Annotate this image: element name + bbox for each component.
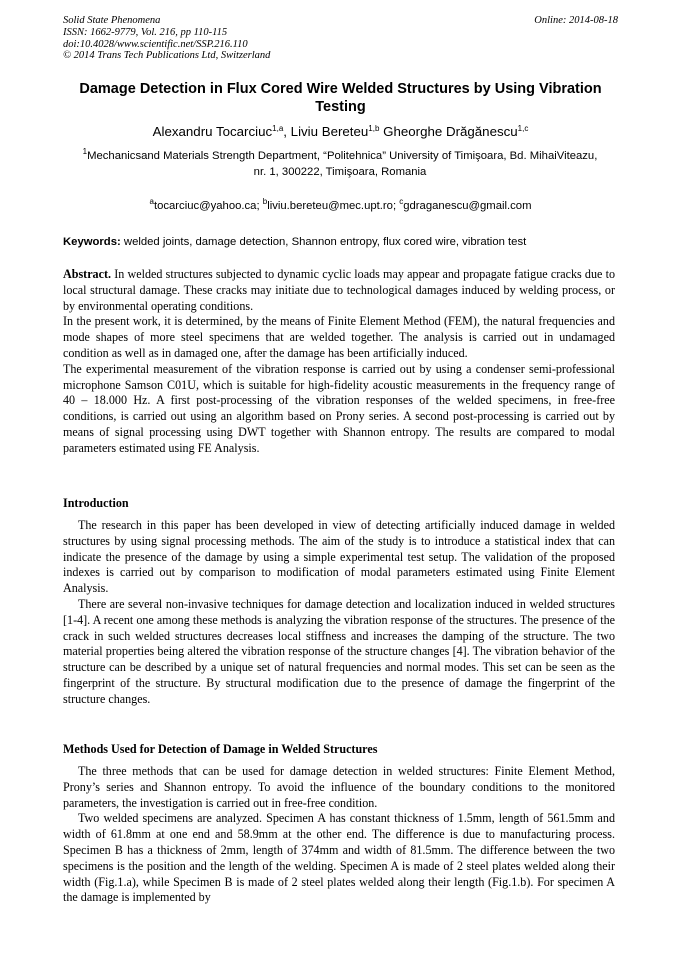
methods-body (63, 764, 615, 906)
author-separator: , (283, 124, 287, 139)
affiliation-sup: 1 (82, 147, 88, 156)
online-date: Online: 2014-08-18 (534, 15, 618, 26)
email-sup: c (399, 197, 404, 206)
email-link[interactable]: liviu.bereteu@mec.upt.ro; (267, 200, 397, 212)
journal-name: Solid State Phenomena (63, 15, 161, 26)
author-sup: 1,b (368, 124, 380, 133)
email-link[interactable]: tocarciuc@yahoo.ca; (153, 200, 260, 212)
author-sup: 1,a (272, 124, 284, 133)
author-name: Gheorghe Drăgănescu (383, 124, 518, 139)
abstract-paragraph: In the present work, it is determined, by the means of Finite Element Method (FEM), the natural frequencies and mode shapes of more steel specimens that are welded together. The analysis is carried out in undamaged condition as well as in damaged one, after the damage has been artificially induced. (63, 314, 615, 360)
abstract (63, 267, 615, 457)
body-paragraph: There are several non-invasive techniques for damage detection and localization induced in welded structures [1-4]. A recent one among these methods is analyzing the vibration response of the structures. The presence of the crack in such welded structures decreases local stiffness and increases the damping of the structure. The two material properties being altered the vibration response of the structure changes [4]. The vibration behavior of the structure can be described by a unique set of natural frequencies and normal modes. This set can be seen as the fingerprint of the structure. By structural modification due to the presence of damage the fingerprint of the structure changes. (63, 596, 615, 706)
keywords (63, 235, 623, 249)
keywords-label: Keywords: (63, 236, 121, 248)
email-link[interactable]: gdraganescu@gmail.com (403, 200, 532, 212)
introduction-body (63, 518, 615, 708)
email-sup: a (149, 197, 154, 206)
author-sup: 1,c (517, 124, 529, 133)
body-paragraph: Two welded specimens are analyzed. Specimen A has constant thickness of 1.5mm, length of 561.5mm and width of 61.8mm at one end and 58.9mm at the other end. The difference is due to manufacturing process. Specimen B has a thickness of 2mm, length of 374mm and width of 81.5mm. The difference between the two specimens is the position and the length of the welding. Specimen A is made of 2 steel plates welded along their width (Fig.1.a), while Specimen B is made of 2 steel plates welded along their length (Fig.1.b). For specimen A the damage is implemented by (63, 811, 615, 905)
paper-title: Damage Detection in Flux Cored Wire Welded Structures by Using Vibration Testing (79, 81, 602, 115)
doi-line: doi:10.4028/www.scientific.net/SSP.216.110 (63, 38, 248, 50)
author-name: Liviu Bereteu (290, 124, 369, 139)
author-name: Alexandru Tocarciuc (152, 124, 273, 139)
author-emails (63, 199, 618, 213)
abstract-paragraph: In welded structures subjected to dynamic cyclic loads may appear and propagate fatigue cracks due to local structural damage. These cracks may initiate due to technological damages induced by welding process, or by environmental operating conditions. (63, 267, 616, 313)
body-paragraph: The research in this paper has been developed in view of detecting artificially induced damage in welded structures by using signal processing methods. The aim of the study is to introduce a statistical index that can indicate the presence of the damage by using a simple experimental test setup. The validation of the proposed indexes is carried out by comparison to modification of modal parameters estimated using Finite Element Analysis. (63, 518, 615, 596)
affiliation-text: Mechanicsand Materials Strength Department, “Politehnica” University of Timişoara, Bd. MihaiViteazu, nr. 1, 300222, Timişoara, Romania (87, 150, 598, 178)
affiliation (80, 148, 600, 180)
issn-line: ISSN: 1662-9779, Vol. 216, pp 110-115 (63, 26, 228, 38)
body-paragraph: The three methods that can be used for damage detection in welded structures: Finite Element Method, Prony’s series and Shannon entropy. To avoid the influence of the boundary conditions to the monitored parameters, the investigation is carried out in free-free condition. (63, 764, 615, 810)
section-heading-methods: Methods Used for Detection of Damage in Welded Structures (63, 742, 378, 756)
publication-header (63, 15, 618, 62)
abstract-label: Abstract. (63, 267, 112, 281)
copyright-line: © 2014 Trans Tech Publications Ltd, Switzerland (63, 50, 271, 62)
author-list (63, 124, 618, 140)
section-heading-introduction: Introduction (63, 496, 129, 510)
abstract-paragraph: The experimental measurement of the vibration response is carried out by using a condenser semi-professional microphone Samson C01U, which is suitable for high-fidelity acoustic measurements in the frequency range of 40 – 18.000 Hz. A first post-processing of the vibration responses of the welded specimens, in free-free conditions, is carried out using an algorithm based on Prony series. A second post-processing is carried out by means of signal processing using DWT together with Shannon entropy. The results are compared to modal parameters estimated using FE Analysis. (63, 361, 615, 455)
keywords-text: welded joints, damage detection, Shannon entropy, flux cored wire, vibration test (123, 236, 527, 248)
email-sup: b (262, 197, 268, 206)
